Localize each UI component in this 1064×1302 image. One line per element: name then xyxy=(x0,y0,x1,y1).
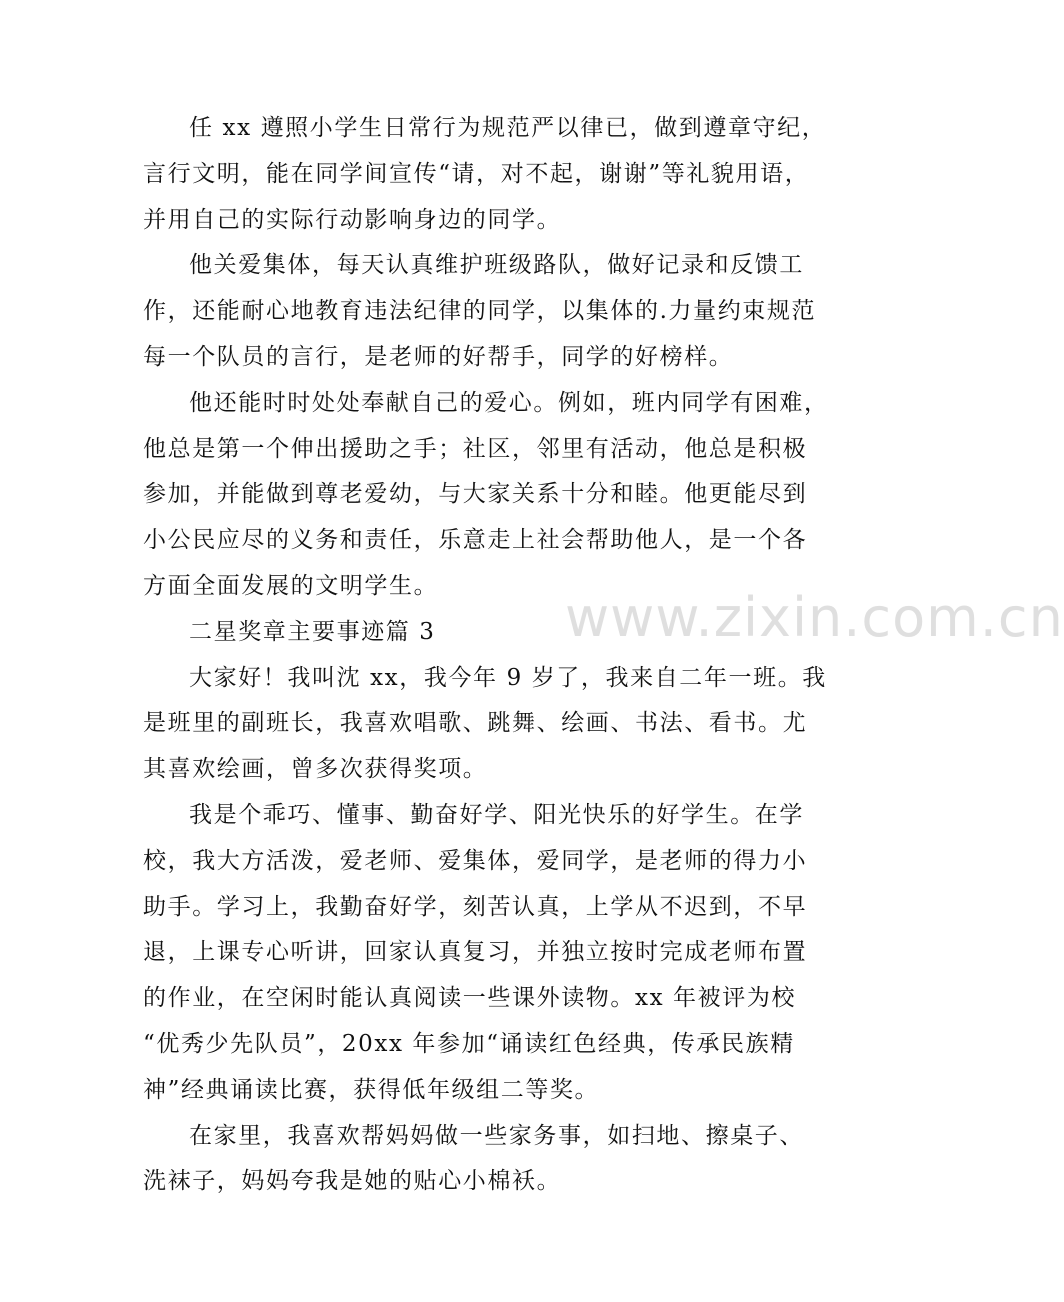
paragraph-line: 小公民应尽的义务和责任，乐意走上社会帮助他人，是一个各 xyxy=(143,527,808,554)
paragraph-line: 任 xx 遵照小学生日常行为规范严以律已，做到遵章守纪， xyxy=(189,115,827,141)
paragraph-line: 作，还能耐心地教育违法纪律的同学，以集体的.力量约束规范 xyxy=(143,298,817,325)
paragraph-line: 我是个乖巧、懂事、勤奋好学、阳光快乐的好学生。在学 xyxy=(189,801,804,828)
paragraph-line: 洗袜子，妈妈夸我是她的贴心小棉袄。 xyxy=(143,1168,562,1195)
paragraph-line: 参加，并能做到尊老爱幼，与大家关系十分和睦。他更能尽到 xyxy=(143,481,808,508)
paragraph-line: 校，我大方活泼，爱老师、爱集体，爱同学，是老师的得力小 xyxy=(143,847,808,874)
paragraph-line: 他关爱集体，每天认真维护班级路队，做好记录和反馈工 xyxy=(189,252,804,279)
paragraph-line: 并用自己的实际行动影响身边的同学。 xyxy=(143,206,562,233)
paragraph-line: 方面全面发展的文明学生。 xyxy=(143,572,439,599)
watermark: www.zixin.com.cn xyxy=(565,586,1064,649)
paragraph-line: 的作业，在空闲时能认真阅读一些课外读物。xx 年被评为校 xyxy=(143,985,797,1012)
paragraph-line: 他还能时时处处奉献自己的爱心。例如，班内同学有困难， xyxy=(189,389,829,416)
paragraph-line: 助手。学习上，我勤奋好学，刻苦认真，上学从不迟到，不早 xyxy=(143,893,808,920)
paragraph-line: 其喜欢绘画，曾多次获得奖项。 xyxy=(143,756,488,783)
paragraph-line: 言行文明，能在同学间宣传“请，对不起，谢谢”等礼貌用语， xyxy=(143,160,810,187)
paragraph-line: 神”经典诵读比赛，获得低年级组二等奖。 xyxy=(143,1076,600,1103)
paragraph-line: 大家好！我叫沈 xx，我今年 9 岁了，我来自二年一班。我 xyxy=(189,664,827,691)
paragraph-line: 退，上课专心听讲，回家认真复习，并独立按时完成老师布置 xyxy=(143,939,808,966)
paragraph-line: 他总是第一个伸出援助之手；社区，邻里有活动，他总是积极 xyxy=(143,435,808,462)
paragraph-line: 每一个队员的言行，是老师的好帮手，同学的好榜样。 xyxy=(143,343,734,370)
paragraph-line: 是班里的副班长，我喜欢唱歌、跳舞、绘画、书法、看书。尤 xyxy=(143,710,808,737)
section-heading: 二星奖章主要事迹篇 3 xyxy=(189,618,436,645)
paragraph-line: 在家里，我喜欢帮妈妈做一些家务事，如扫地、擦桌子、 xyxy=(189,1122,804,1149)
paragraph-line: “优秀少先队员”，20xx 年参加“诵读红色经典，传承民族精 xyxy=(143,1030,795,1057)
